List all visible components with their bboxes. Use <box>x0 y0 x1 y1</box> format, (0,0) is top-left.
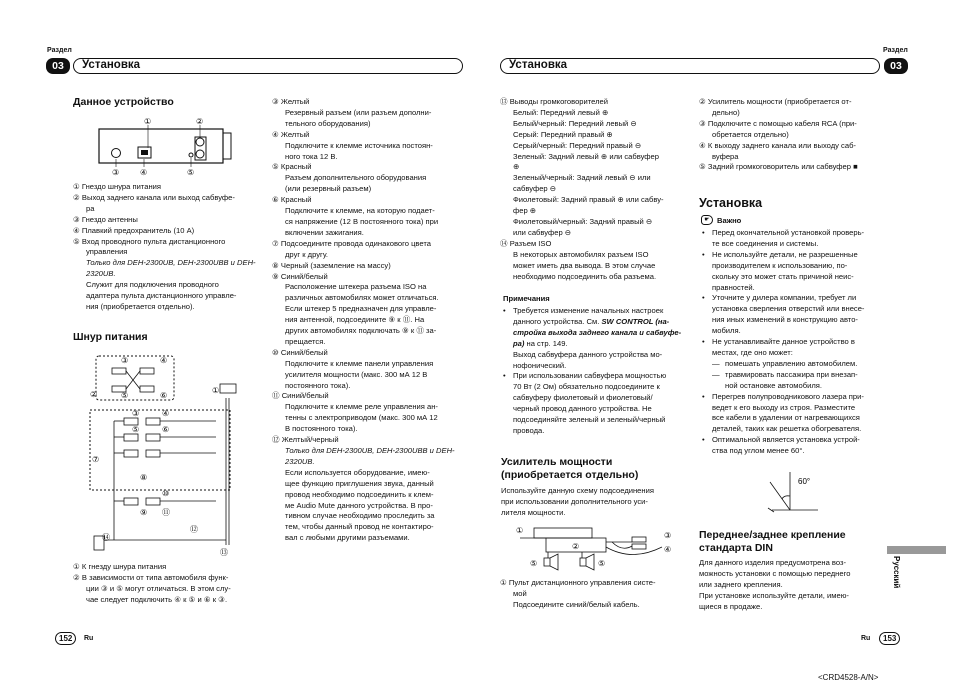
col2-line: вал с любыми другими разъемами. <box>285 533 410 543</box>
col2-line: ⑩ Синий/белый <box>272 347 328 357</box>
col2-line: Если штекер 5 предназначен для управле- <box>285 304 437 314</box>
cord-callout-7: ⑦ <box>92 455 100 464</box>
col2-italic-note: Только для DEH-2300UB, DEH-2300UBB и DEH-2320UB. <box>285 446 455 466</box>
col2-line: Подключите к клемме, на которую подает- <box>285 206 435 216</box>
cord-callout-4: ④ <box>160 356 168 365</box>
col3-line: Зеленый/черный: Задний левый ⊖ или <box>513 173 651 183</box>
amp-callout-5b: ⑤ <box>598 559 606 568</box>
col2-line: других автомобилях подключать ⑨ к ⑪ за- <box>285 326 437 336</box>
right-section-badge: 03 <box>884 58 908 74</box>
cord-callout-12: ⑫ <box>190 525 198 534</box>
col3-line: Серый/черный: Передний правый ⊖ <box>513 140 642 150</box>
left-lang-code: Ru <box>84 635 94 642</box>
col3-line: ⑭ Разъем ISO <box>500 238 552 248</box>
angle-diagram <box>760 468 830 516</box>
col2-line: ⑥ Красный <box>272 195 312 205</box>
amp-legend: ① Пульт дистанционного управления систе- мой Подсоедините синий/белый кабель. <box>500 578 656 609</box>
cord-callout-5: ⑤ <box>121 391 129 400</box>
setting-name: SW CONTROL (на- <box>601 316 670 326</box>
col2-line: (или резервный разъем) <box>285 184 372 194</box>
cord-callout-4b: ④ <box>162 409 170 418</box>
heading-din: Переднее/заднее крепление стандарта DIN <box>699 529 846 554</box>
cord-callout-14: ⑭ <box>102 533 110 542</box>
angle-label: 60° <box>798 477 811 486</box>
col3-line: ⑬ Выводы громкоговорителей <box>500 97 609 106</box>
col3-line: может иметь два вывода. В этом случае <box>513 260 656 270</box>
col2-line: тельного оборудования) <box>285 118 371 128</box>
cord-legend <box>73 562 263 606</box>
cord-callout-3b: ③ <box>132 409 140 418</box>
right-page-number: 153 <box>879 632 900 645</box>
unit-diagram <box>96 115 246 177</box>
col3-line: Фиолетовый: Задний правый ⊕ или сабву- <box>513 195 664 205</box>
unit-item: управления <box>86 247 128 257</box>
col2-line: провод необходимо подсоединить к клем- <box>285 489 434 499</box>
col2-line: Разъем дополнительного оборудования <box>285 173 427 183</box>
cord-item: ции ③ и ⑤ могут отличаться. В этом слу- <box>86 583 231 593</box>
left-page-number: 152 <box>55 632 76 645</box>
heading-unit: Данное устройство <box>73 96 174 108</box>
col3-text <box>500 97 690 282</box>
col3-line: В некоторых автомобилях разъем ISO <box>513 249 649 259</box>
col3-line: Фиолетовый/черный: Задний правый ⊖ <box>513 216 653 226</box>
col2-line: друг к другу. <box>285 249 328 259</box>
power-cord-diagram <box>86 350 246 560</box>
col2-line: Если используется оборудование, имею- <box>285 467 430 477</box>
unit-note-italic: Только для DEH-2300UB, DEH-2300UBB и DEH-2320UB. <box>86 258 256 279</box>
heading-install: Установка <box>699 196 763 210</box>
unit-item: ② Выход заднего канала или выход сабвуфе- <box>73 192 235 202</box>
amp-callout-3: ③ <box>664 531 672 540</box>
col2-line: включении зажигания. <box>285 227 364 237</box>
bullet-icon: • <box>503 306 506 315</box>
cord-item: ① К гнезду шнура питания <box>73 562 167 571</box>
unit-item: ра <box>86 203 95 213</box>
cord-callout-1: ① <box>212 386 220 395</box>
col2-line: Подключите к клемме реле управления ан- <box>285 402 438 412</box>
col2-line: Подключите к клемме панели управления <box>285 358 434 368</box>
col3-line: Зеленый: Задний левый ⊕ или сабвуфер <box>513 151 659 161</box>
cord-callout-6: ⑥ <box>160 391 168 400</box>
cord-callout-5b: ⑤ <box>132 425 140 434</box>
note-item: • Требуется изменение начальных настроек <box>503 306 664 315</box>
unit-item: ③ Гнездо антенны <box>73 214 138 224</box>
col3-line: Серый: Передний правый ⊕ <box>513 129 613 139</box>
warning-hand-icon: ☛ <box>701 215 713 225</box>
col2-line: В постоянного тока). <box>285 424 358 434</box>
col3-line: фер ⊕ <box>513 206 537 216</box>
col2-line: ⑫ Желтый/черный <box>272 435 339 445</box>
heading-amp: Усилитель мощности (приобретается отдельно) <box>501 456 639 481</box>
col2-line: усилителя мощности (макс. 300 мА 12 В <box>285 369 428 379</box>
cord-callout-9: ⑨ <box>140 508 148 517</box>
amp-diagram <box>512 522 677 577</box>
amp-callout-5: ⑤ <box>530 559 538 568</box>
bullet-icon: • <box>503 371 506 381</box>
col2-line: Резервный разъем (или разъем дополни- <box>285 107 432 117</box>
unit-legend <box>73 182 263 313</box>
col2-line: ⑦ Подсоедините провода одинакового цвета <box>272 238 431 248</box>
col2-line: тенны с электроприводом (макс. 300 мА 12 <box>285 413 438 423</box>
cord-callout-10: ⑩ <box>162 489 170 498</box>
unit-callout-4: ④ <box>140 168 148 177</box>
notes-list: • Требуется изменение начальных настроек данного устройства. См. SW CONTROL (на- стройка выхода заднего канала и сабвуфе- ра) на стр. 149. Выход сабвуфера данного устройства мо- нофонический. • При использовании сабвуфера мощностью 70 Вт (2 Ом) обязательно подсоедините к сабвуферу фиолетовый и фиолетовый/ черный провод данного устройства. Не подсоединяйте зеленый и зеленый/черный провода. <box>500 306 690 437</box>
cord-callout-3: ③ <box>121 356 129 365</box>
left-section-label: Раздел <box>47 47 72 54</box>
col2-line: постоянного тока). <box>285 380 351 390</box>
right-section-label: Раздел <box>883 47 908 54</box>
col2-line: ④ Желтый <box>272 129 310 139</box>
col2-line: тивном случае необходимо проследить за <box>285 511 435 521</box>
amp-callout-1: ① <box>516 526 524 535</box>
col2-line: ме Audio Mute данного устройства. В про- <box>285 500 433 510</box>
unit-callout-2: ② <box>196 117 204 126</box>
col2-line: ся напряжение (12 В постоянного тока) при <box>285 216 439 226</box>
col2-line: ⑨ Синий/белый <box>272 271 328 281</box>
left-section-badge: 03 <box>46 58 70 74</box>
cord-callout-6b: ⑥ <box>162 425 170 434</box>
col2-line: ⑤ Красный <box>272 162 312 172</box>
important-list: • Перед окончательной установкой проверь- те все соединения и системы. • Не используйте детали, не разрешенные производителем к использованию, по- скольку это может стать причиной неис- правностей. • Уточните у дилера компании, требует ли установка сверления отверстий или внесе- ния иных изменений в конструкцию авто- мобиля. • Не устанавливайте данное устройство в местах, где оно может: — помешать управлению автомобилем. — травмировать пассажира при внезап- ной остановке автомобиля. • Перегрев полупроводникового лазера при- ведет к его выходу из строя. Разместите все кабели в удалении от нагревающихся деталей, таких как решетка обогревателя. • Оптимальной является установка устрой- ства под углом менее 60°. <box>702 228 865 456</box>
col2-text <box>272 97 462 544</box>
cord-callout-13: ⑬ <box>220 548 228 557</box>
left-header-title: Установка <box>73 58 463 74</box>
col3-line: Белый: Передний левый ⊕ <box>513 107 609 117</box>
col3-line: Белый/черный: Передний левый ⊖ <box>513 118 637 128</box>
unit-note: Служит для подключения проводного <box>86 280 219 290</box>
unit-note: ния (приобретается отдельно). <box>86 301 195 311</box>
unit-item: ① Гнездо шнура питания <box>73 182 162 191</box>
unit-item: ④ Плавкий предохранитель (10 А) <box>73 225 195 235</box>
right-header-title: Установка <box>500 58 880 74</box>
unit-callout-3: ③ <box>112 168 120 177</box>
language-tab-label: Русский <box>892 556 901 589</box>
cord-item: ② В зависимости от типа автомобиля функ- <box>73 572 229 582</box>
unit-note: адаптера пульта дистанционного управле- <box>86 291 237 301</box>
col2-line: Расположение штекера разъема ISO на <box>285 282 427 292</box>
col2-line: Подключите к клемме источника постоян- <box>285 140 433 150</box>
note-item: • При использовании сабвуфера мощностью <box>503 371 667 381</box>
col2-line: тем, чтобы данный провод не контактиро- <box>285 522 434 532</box>
col2-line: ③ Желтый <box>272 97 310 106</box>
cord-item: чае следует подключить ④ к ⑤ и ⑥ к ③. <box>86 594 228 604</box>
unit-callout-1: ① <box>144 117 152 126</box>
col2-line: ⑪ Синий/белый <box>272 391 329 401</box>
col2-line: ного тока 12 В. <box>285 151 338 161</box>
doc-code: <CRD4528-A/N> <box>818 673 879 682</box>
unit-item: ⑤ Вход проводного пульта дистанционного <box>73 236 226 246</box>
din-text: Для данного изделия предусмотрена воз- можность установки с помощью переднего или заднего крепления. При установке используйте детали, имею- щиеся в продаже. <box>699 558 851 611</box>
unit-callout-5: ⑤ <box>187 168 195 177</box>
amp-callout-2: ② <box>572 542 580 551</box>
cord-callout-8: ⑧ <box>140 473 148 482</box>
cord-callout-11: ⑪ <box>162 508 170 517</box>
heading-cord: Шнур питания <box>73 331 148 343</box>
amp-intro: Используйте данную схему подсоединения при использовании дополнительного уси- лителя мощности. <box>501 486 654 517</box>
col2-line: щее функцию приглушения звука, данный <box>285 478 434 488</box>
amp-callout-4: ④ <box>664 545 672 554</box>
col2-line: ния антенной, подсоедините ⑨ к ⑪. На <box>285 315 425 325</box>
right-lang-code: Ru <box>861 635 871 642</box>
col4-top: ② Усилитель мощности (приобретается от- дельно) ③ Подключите с помощью кабеля RCA (при- обретается отдельно) ④ К выходу заднего канала или выходу саб- вуфера ⑤ Задний громкоговоритель или сабвуфер ■ <box>699 97 858 172</box>
col3-line: необходимо подсоединить оба разъема. <box>513 271 657 281</box>
col3-line: или сабвуфер ⊖ <box>513 227 572 237</box>
language-tab-bar <box>887 546 946 554</box>
col2-line: ⑧ Черный (заземление на массу) <box>272 260 391 270</box>
col2-line: различных автомобилях может отличаться. <box>285 293 439 303</box>
notes-title: Примечания <box>503 294 550 303</box>
important-label: ☛ Важно <box>701 215 741 225</box>
col3-line: ⊕ <box>513 162 520 172</box>
col3-line: сабвуфер ⊖ <box>513 184 557 194</box>
col2-line: прещается. <box>285 336 326 346</box>
cord-callout-2: ② <box>90 390 98 399</box>
